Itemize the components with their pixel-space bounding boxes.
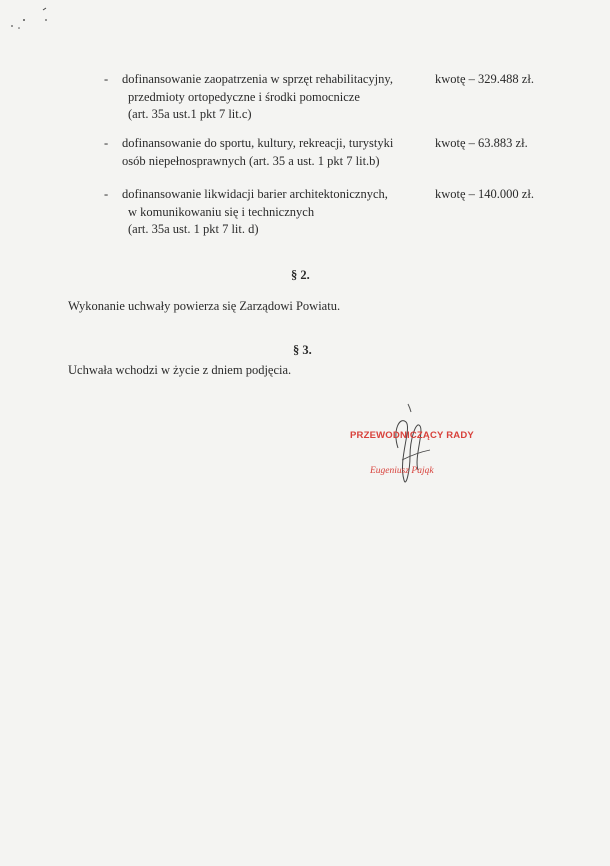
section-3-text: Uchwała wchodzi w życie z dniem podjęcia.	[68, 363, 292, 377]
scan-corner-marks	[10, 6, 60, 32]
section-2-heading: § 2.	[291, 268, 310, 282]
section-2-text: Wykonanie uchwały powierza się Zarządowi Powiatu.	[68, 299, 341, 313]
item-amount: kwotę – 329.488 zł.	[435, 72, 534, 86]
item-text-line: dofinansowanie do sportu, kultury, rekreacji, turystyki	[122, 136, 394, 150]
item-text-line: przedmioty ortopedyczne i środki pomocnicze	[128, 89, 360, 104]
item-text-line: (art. 35a ust. 1 pkt 7 lit. d)	[128, 222, 259, 236]
signature-name: Eugeniusz Pająk	[370, 466, 434, 476]
signature-stamp	[340, 400, 500, 495]
item-bullet: -	[104, 72, 109, 86]
item-amount: kwotę – 63.883 zł.	[435, 136, 528, 150]
item-text-line: w komunikowaniu się i technicznych	[128, 204, 315, 219]
item-text-line: dofinansowanie likwidacji barier architektonicznych,	[122, 187, 388, 201]
item-amount: kwotę – 140.000 zł.	[435, 187, 534, 201]
item-text-line: (art. 35a ust.1 pkt 7 lit.c)	[128, 107, 252, 121]
signature-title: PRZEWODNICZĄCY RADY	[350, 430, 474, 441]
item-bullet: -	[104, 136, 109, 150]
item-text-line: osób niepełnosprawnych (art. 35 a ust. 1 pkt 7 lit.b)	[122, 153, 380, 168]
item-bullet: -	[104, 187, 109, 201]
item-text-line: dofinansowanie zaopatrzenia w sprzęt rehabilitacyjny,	[122, 72, 393, 86]
section-3-heading: § 3.	[293, 343, 312, 357]
signature-scribble	[340, 400, 500, 495]
